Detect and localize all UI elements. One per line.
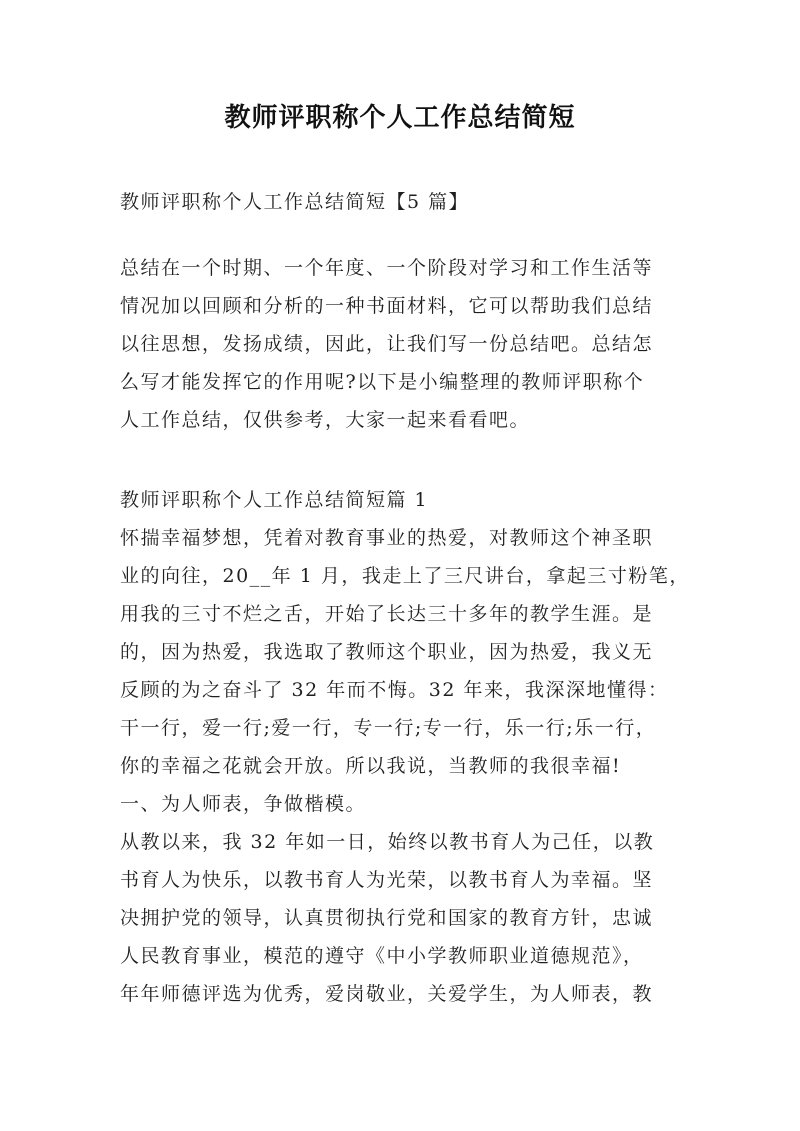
body-line: 书育人为快乐，以教书育人为光荣，以教书育人为幸福。坚 <box>120 869 654 891</box>
document-subtitle <box>120 183 686 221</box>
intro-line: 么写才能发挥它的作用呢?以下是小编整理的教师评职称个 <box>120 371 645 393</box>
body-line: 的，因为热爱，我选取了教师这个职业，因为热爱，我义无 <box>120 641 654 663</box>
intro-line: 情况加以回顾和分析的一种书面材料，它可以帮助我们总结 <box>120 295 654 317</box>
subtitle-line: 教师评职称个人工作总结简短【5 篇】 <box>120 191 470 213</box>
body-line: 怀揣幸福梦想，凭着对教育事业的热爱，对教师这个神圣职 <box>120 527 654 549</box>
intro-line: 总结在一个时期、一个年度、一个阶段对学习和工作生活等 <box>120 257 654 279</box>
body-line: 反顾的为之奋斗了 32 年而不悔。32 年来，我深深地懂得： <box>120 679 669 701</box>
intro-line: 人工作总结，仅供参考，大家一起来看看吧。 <box>120 409 531 431</box>
body-text <box>120 481 690 1013</box>
body-line: 用我的三寸不烂之舌，开始了长达三十多年的教学生涯。是 <box>120 603 654 625</box>
body-line: 从教以来，我 32 年如一日，始终以教书育人为己任，以教 <box>120 831 655 853</box>
subsection-heading: 一、为人师表，争做楷模。 <box>120 793 367 815</box>
body-line: 决拥护党的领导，认真贯彻执行党和国家的教育方针，忠诚 <box>120 907 654 929</box>
body-line: 人民教育事业，模范的遵守《中小学教师职业道德规范》， <box>120 945 644 967</box>
intro-line: 以往思想，发扬成绩，因此，让我们写一份总结吧。总结怎 <box>120 333 654 355</box>
document-title: 教师评职称个人工作总结简短 <box>224 103 576 133</box>
body-line: 干一行，爱一行;爱一行，专一行;专一行，乐一行;乐一行， <box>120 717 657 739</box>
section-heading: 教师评职称个人工作总结简短篇 1 <box>120 489 429 511</box>
intro-paragraph <box>120 249 686 439</box>
body-line: 业的向往，20__年 1 月，我走上了三尺讲台，拿起三寸粉笔， <box>120 565 690 587</box>
body-line: 你的幸福之花就会开放。所以我说，当教师的我很幸福! <box>120 755 622 777</box>
body-line: 年年师德评选为优秀，爱岗敬业，关爱学生，为人师表，教 <box>120 983 654 1005</box>
